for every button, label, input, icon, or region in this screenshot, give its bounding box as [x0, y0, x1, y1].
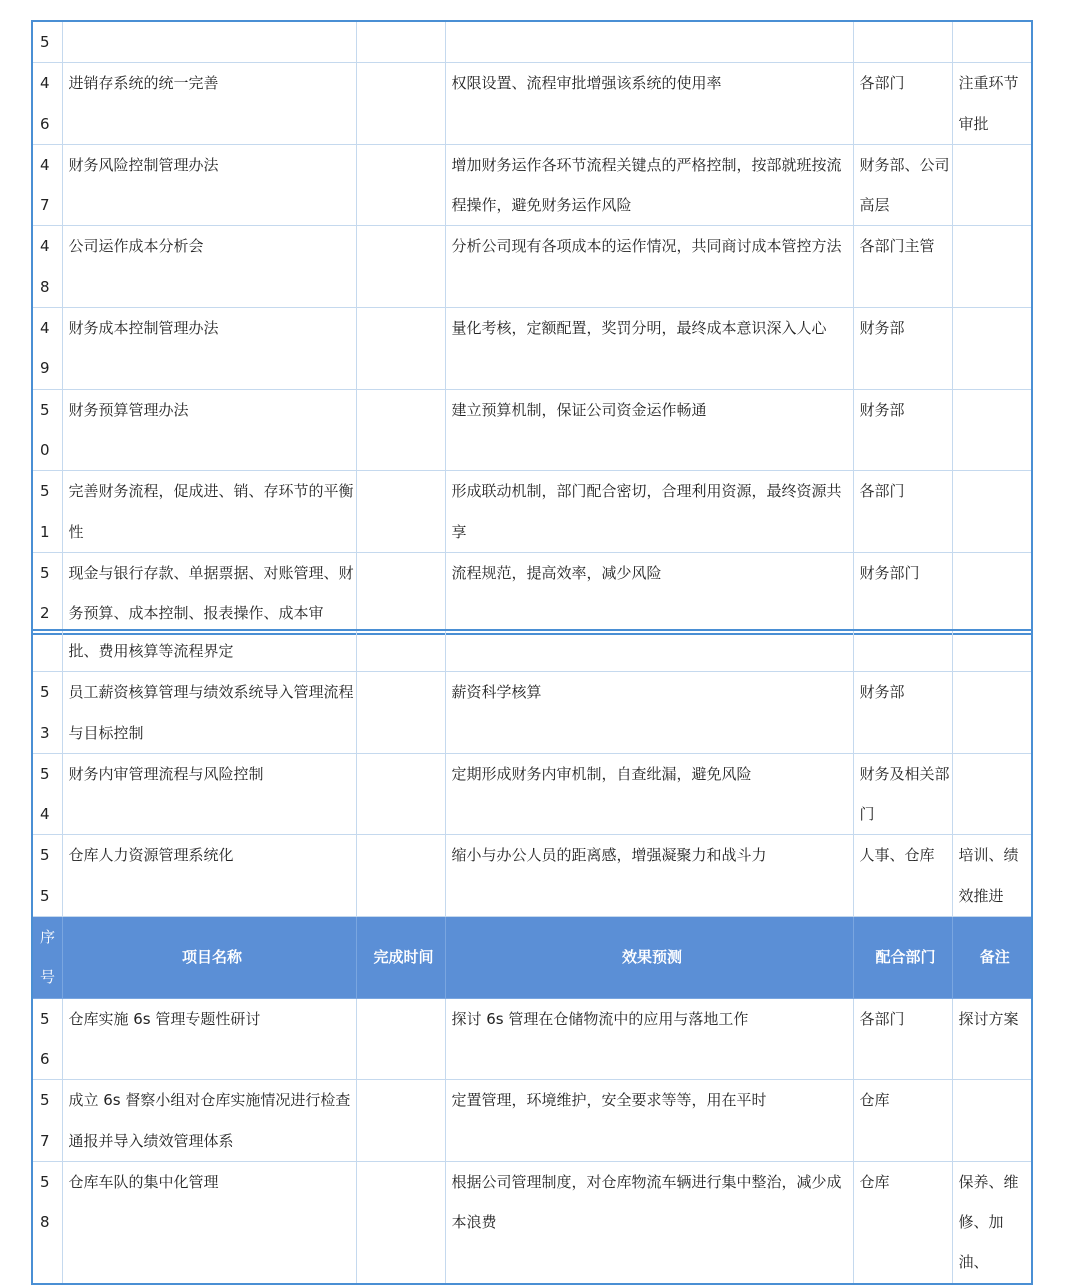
row-number-cell	[32, 552, 62, 634]
remark-cell	[952, 144, 1032, 226]
completion-time-cell	[356, 63, 445, 145]
cooperating-dept-cell	[853, 21, 952, 63]
completion-time-cell	[356, 672, 445, 754]
cooperating-dept-cell: 财务部、公司高层	[853, 144, 952, 226]
row-number-digit: 5	[40, 1172, 50, 1191]
cooperating-dept-cell: 人事、仓库	[853, 835, 952, 917]
table-row	[32, 63, 1032, 145]
completion-time-cell	[356, 389, 445, 471]
row-number-digit: 5	[40, 683, 50, 702]
row-number-digit: 序	[40, 928, 56, 947]
row-number-cell	[32, 1080, 62, 1162]
row-number-digit: 5	[40, 764, 50, 783]
expected-effect-cell: 定期形成财务内审机制，自查纰漏，避免风险	[445, 753, 853, 835]
remark-cell	[952, 471, 1032, 553]
completion-time-cell	[356, 144, 445, 226]
table-row	[32, 753, 1032, 835]
expected-effect-cell: 探讨 6s 管理在仓储物流中的应用与落地工作	[445, 998, 853, 1080]
project-name-cell: 仓库车队的集中化管理	[62, 1161, 356, 1283]
expected-effect-cell: 量化考核，定额配置，奖罚分明，最终成本意识深入人心	[445, 308, 853, 390]
project-name-cell: 成立 6s 督察小组对仓库实施情况进行检查通报并导入绩效管理体系	[62, 1080, 356, 1162]
remark-cell: 保养、维修、加油、	[952, 1161, 1032, 1283]
row-number-digit: 4	[40, 155, 50, 174]
row-number-cell	[32, 672, 62, 754]
project-name-continuation: 批、费用核算等流程界定	[62, 630, 356, 672]
expected-effect-cell	[445, 630, 853, 672]
row-number-digit: 6	[40, 114, 50, 133]
remark-cell: 注重环节审批	[952, 63, 1032, 145]
row-number-digit: 8	[40, 1213, 50, 1232]
row-number-cell	[32, 753, 62, 835]
header-remark: 备注	[952, 917, 1032, 999]
expected-effect-cell: 根据公司管理制度，对仓库物流车辆进行集中整治，减少成本浪费	[445, 1161, 853, 1283]
row-number-digit: 2	[40, 604, 50, 623]
project-name-cell: 财务预算管理办法	[62, 389, 356, 471]
cooperating-dept-cell: 各部门	[853, 998, 952, 1080]
project-name-cell: 仓库实施 6s 管理专题性研讨	[62, 998, 356, 1080]
project-table-part-2	[31, 629, 1033, 1285]
remark-cell	[952, 308, 1032, 390]
table-row	[32, 389, 1032, 471]
completion-time-cell	[356, 835, 445, 917]
row-number-digit: 号	[40, 968, 56, 987]
table-row	[32, 144, 1032, 226]
expected-effect-cell: 形成联动机制，部门配合密切，合理利用资源，最终资源共享	[445, 471, 853, 553]
table-row	[32, 998, 1032, 1080]
row-number-digit: 5	[40, 33, 50, 51]
cooperating-dept-cell: 财务部	[853, 308, 952, 390]
row-number-cell	[32, 471, 62, 553]
project-name-cell: 员工薪资核算管理与绩效系统导入管理流程与目标控制	[62, 672, 356, 754]
table-row	[32, 552, 1032, 634]
cooperating-dept-cell: 仓库	[853, 1080, 952, 1162]
cooperating-dept-cell	[853, 630, 952, 672]
completion-time-cell	[356, 226, 445, 308]
completion-time-cell	[356, 308, 445, 390]
row-number-cell	[32, 998, 62, 1080]
table-header-row	[32, 917, 1032, 999]
row-number-digit: 3	[40, 723, 50, 742]
row-number-digit: 5	[40, 846, 50, 865]
table-row	[32, 308, 1032, 390]
completion-time-cell	[356, 753, 445, 835]
project-name-cell: 进销存系统的统一完善	[62, 63, 356, 145]
table-row	[32, 21, 1032, 63]
cooperating-dept-cell: 各部门主管	[853, 226, 952, 308]
expected-effect-cell: 权限设置、流程审批增强该系统的使用率	[445, 63, 853, 145]
row-number-digit: 5	[40, 1009, 50, 1028]
row-number-digit: 8	[40, 277, 50, 296]
expected-effect-cell: 定置管理，环境维护，安全要求等等，用在平时	[445, 1080, 853, 1162]
row-number-digit: 4	[40, 74, 50, 93]
table-row	[32, 1161, 1032, 1283]
completion-time-cell	[356, 21, 445, 63]
table-row	[32, 835, 1032, 917]
header-project-name: 项目名称	[62, 917, 356, 999]
expected-effect-cell: 薪资科学核算	[445, 672, 853, 754]
row-number-cell	[32, 63, 62, 145]
row-number-digit: 1	[40, 522, 50, 541]
remark-cell	[952, 21, 1032, 63]
row-number-digit: 4	[40, 805, 50, 824]
remark-cell	[952, 226, 1032, 308]
row-number-digit: 5	[40, 400, 50, 419]
project-name-cell: 仓库人力资源管理系统化	[62, 835, 356, 917]
row-number-cell	[32, 144, 62, 226]
completion-time-cell	[356, 552, 445, 634]
project-name-cell: 财务成本控制管理办法	[62, 308, 356, 390]
row-number-digit: 5	[40, 563, 50, 582]
table-row	[32, 226, 1032, 308]
remark-cell	[952, 672, 1032, 754]
project-name-cell: 现金与银行存款、单据票据、对账管理、财务预算、成本控制、报表操作、成本审	[62, 552, 356, 634]
completion-time-cell	[356, 471, 445, 553]
remark-cell	[952, 753, 1032, 835]
remark-cell	[952, 1080, 1032, 1162]
header-expected-effect: 效果预测	[445, 917, 853, 999]
expected-effect-cell: 建立预算机制，保证公司资金运作畅通	[445, 389, 853, 471]
cooperating-dept-cell: 财务部门	[853, 552, 952, 634]
expected-effect-cell: 流程规范，提高效率，减少风险	[445, 552, 853, 634]
project-name-cell: 完善财务流程，促成进、销、存环节的平衡性	[62, 471, 356, 553]
remark-cell: 探讨方案	[952, 998, 1032, 1080]
completion-time-cell	[356, 998, 445, 1080]
row-number-cell	[32, 630, 62, 672]
cooperating-dept-cell: 财务部	[853, 672, 952, 754]
row-number-digit: 7	[40, 1131, 50, 1150]
cooperating-dept-cell: 各部门	[853, 63, 952, 145]
row-number-digit: 5	[40, 886, 50, 905]
cooperating-dept-cell: 财务及相关部门	[853, 753, 952, 835]
expected-effect-cell: 增加财务运作各环节流程关键点的严格控制，按部就班按流程操作，避免财务运作风险	[445, 144, 853, 226]
remark-cell	[952, 552, 1032, 634]
expected-effect-cell: 分析公司现有各项成本的运作情况，共同商讨成本管控方法	[445, 226, 853, 308]
row-number-cell	[32, 389, 62, 471]
row-number-digit: 6	[40, 1049, 50, 1068]
row-number-digit: 0	[40, 440, 50, 459]
cooperating-dept-cell: 仓库	[853, 1161, 952, 1283]
row-number-digit: 9	[40, 359, 50, 378]
project-name-cell: 财务风险控制管理办法	[62, 144, 356, 226]
cooperating-dept-cell: 财务部	[853, 389, 952, 471]
row-number-digit: 7	[40, 196, 50, 215]
completion-time-cell	[356, 1161, 445, 1283]
row-number-cell	[32, 835, 62, 917]
remark-cell	[952, 630, 1032, 672]
row-number-cell	[32, 1161, 62, 1283]
row-number-digit: 4	[40, 319, 50, 338]
completion-time-cell	[356, 1080, 445, 1162]
expected-effect-cell: 缩小与办公人员的距离感，增强凝聚力和战斗力	[445, 835, 853, 917]
header-seq	[32, 917, 62, 999]
table-row	[32, 1080, 1032, 1162]
completion-time-cell	[356, 630, 445, 672]
header-cooperating-dept: 配合部门	[853, 917, 952, 999]
remark-cell: 培训、绩效推进	[952, 835, 1032, 917]
row-number-digit: 5	[40, 1091, 50, 1110]
row-number-cell	[32, 308, 62, 390]
table-row-continuation	[32, 630, 1032, 672]
header-completion-time: 完成时间	[356, 917, 445, 999]
project-name-cell: 财务内审管理流程与风险控制	[62, 753, 356, 835]
row-number-digit: 4	[40, 237, 50, 256]
table-row	[32, 471, 1032, 553]
row-number-digit: 5	[40, 482, 50, 501]
expected-effect-cell	[445, 21, 853, 63]
project-name-cell: 公司运作成本分析会	[62, 226, 356, 308]
row-number-cell	[32, 226, 62, 308]
project-table-part-1	[31, 20, 1033, 635]
remark-cell	[952, 389, 1032, 471]
project-name-cell	[62, 21, 356, 63]
cooperating-dept-cell: 各部门	[853, 471, 952, 553]
row-number-cell	[32, 21, 62, 63]
table-row	[32, 672, 1032, 754]
